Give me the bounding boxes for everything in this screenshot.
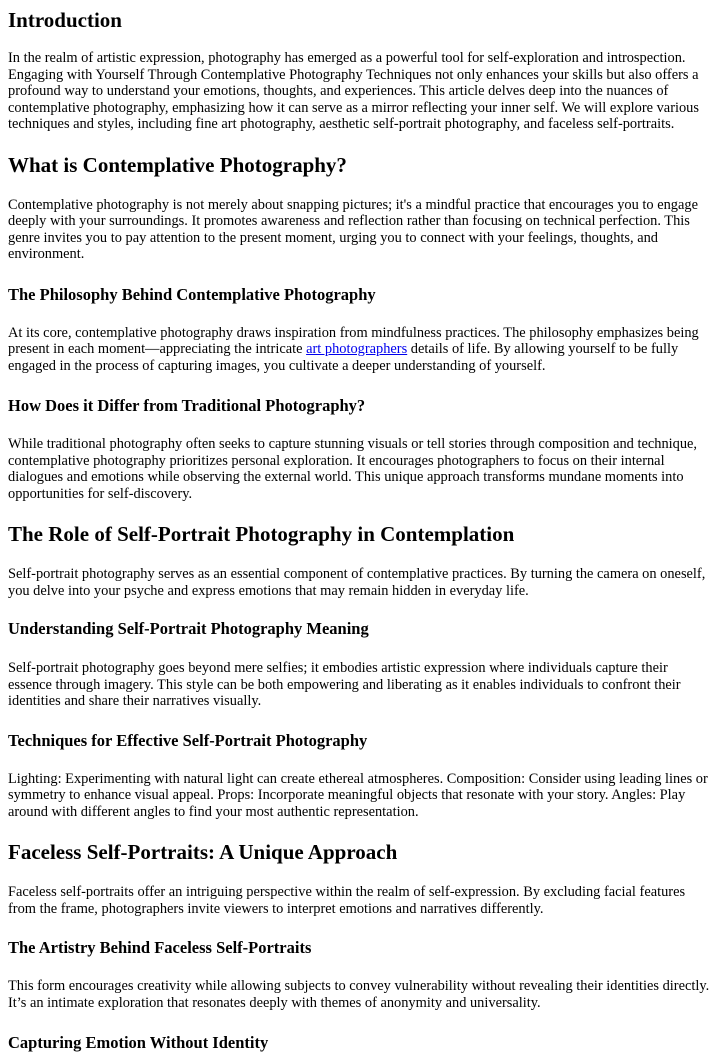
paragraph-faceless-self-portraits: Faceless self-portraits offer an intriguing perspective within the realm of self-expression. By excluding facial features from the frame, photographers invite viewers to interpret emotions and narratives differently. [8,884,686,917]
paragraph-what-is-contemplative-photography: Contemplative photography is not merely about snapping pictures; it's a mindful practice that encourages you to engage deeply with your surroundings. It promotes awareness and reflection rather than focusing on technical perfection. This genre invites you to pay attention to the present moment, urging you to connect with your feelings, thoughts, and environment. [8,196,698,262]
art-photographers-link[interactable]: art photographers [306,341,408,357]
article [0,7,720,1053]
paragraph-role-of-self-portrait: Self-portrait photography serves as an essential component of contemplative practices. By turning the camera on oneself, you delve into your psyche and express emotions that may remain hidden in everyday life. [8,566,706,599]
paragraph-techniques: Lighting: Experimenting with natural light can create ethereal atmospheres. Composition: Consider using leading lines or symmetry to enhance visual appeal. Props: Incorporate meaningful objects that resonate with your story. Angles: Play around with different angles to find your most authentic representation. [8,770,708,820]
heading-artistry-faceless: The Artistry Behind Faceless Self-Portraits [8,938,312,957]
philosophy-text-before: At its core, contemplative photography draws inspiration from mindfulness practices. The philosophy emphasizes being present in each moment—appreciating the intricate [8,324,699,357]
heading-faceless-self-portraits: Faceless Self-Portraits: A Unique Approach [8,840,398,864]
heading-how-does-it-differ: How Does it Differ from Traditional Photography? [8,396,366,415]
heading-introduction: Introduction [8,8,122,32]
heading-understanding-self-portrait: Understanding Self-Portrait Photography Meaning [8,619,369,638]
paragraph-artistry-faceless: This form encourages creativity while allowing subjects to convey vulnerability without revealing their identities directly. It’s an intimate exploration that resonates deeply with themes of anonymity and universality. [8,978,710,1011]
paragraph-philosophy [8,325,713,375]
heading-role-of-self-portrait: The Role of Self-Portrait Photography in Contemplation [8,522,515,546]
philosophy-text-after: details of life. By allowing yourself to be fully engaged in the process of capturing images, you cultivate a deeper understanding of yourself. [8,341,679,374]
paragraph-understanding-self-portrait: Self-portrait photography goes beyond mere selfies; it embodies artistic expression where individuals capture their essence through imagery. This style can be both empowering and liberating as it enables individuals to confront their identities and share their narratives visually. [8,660,681,709]
heading-capturing-emotion: Capturing Emotion Without Identity [8,1033,269,1052]
paragraph-introduction: In the realm of artistic expression, photography has emerged as a powerful tool for self-exploration and introspection. Engaging with Yourself Through Contemplative Photography Techniques not only enhances your skills but also offers a profound way to understand your emotions, thoughts, and experiences. This article delves deep into the nuances of contemplative photography, emphasizing how it can serve as a mirror reflecting your inner self. We will explore various techniques and styles, including fine art photography, aesthetic self-portrait photography, and faceless self-portraits. [8,50,699,132]
heading-philosophy: The Philosophy Behind Contemplative Photography [8,284,376,304]
heading-what-is-contemplative-photography: What is Contemplative Photography? [8,152,347,177]
paragraph-how-does-it-differ: While traditional photography often seeks to capture stunning visuals or tell stories through composition and technique, contemplative photography prioritizes personal exploration. It encourages photographers to focus on their internal dialogues and emotions while observing the external world. This unique approach transforms mundane moments into opportunities for self-discovery. [8,436,698,502]
heading-techniques: Techniques for Effective Self-Portrait Photography [8,730,368,750]
